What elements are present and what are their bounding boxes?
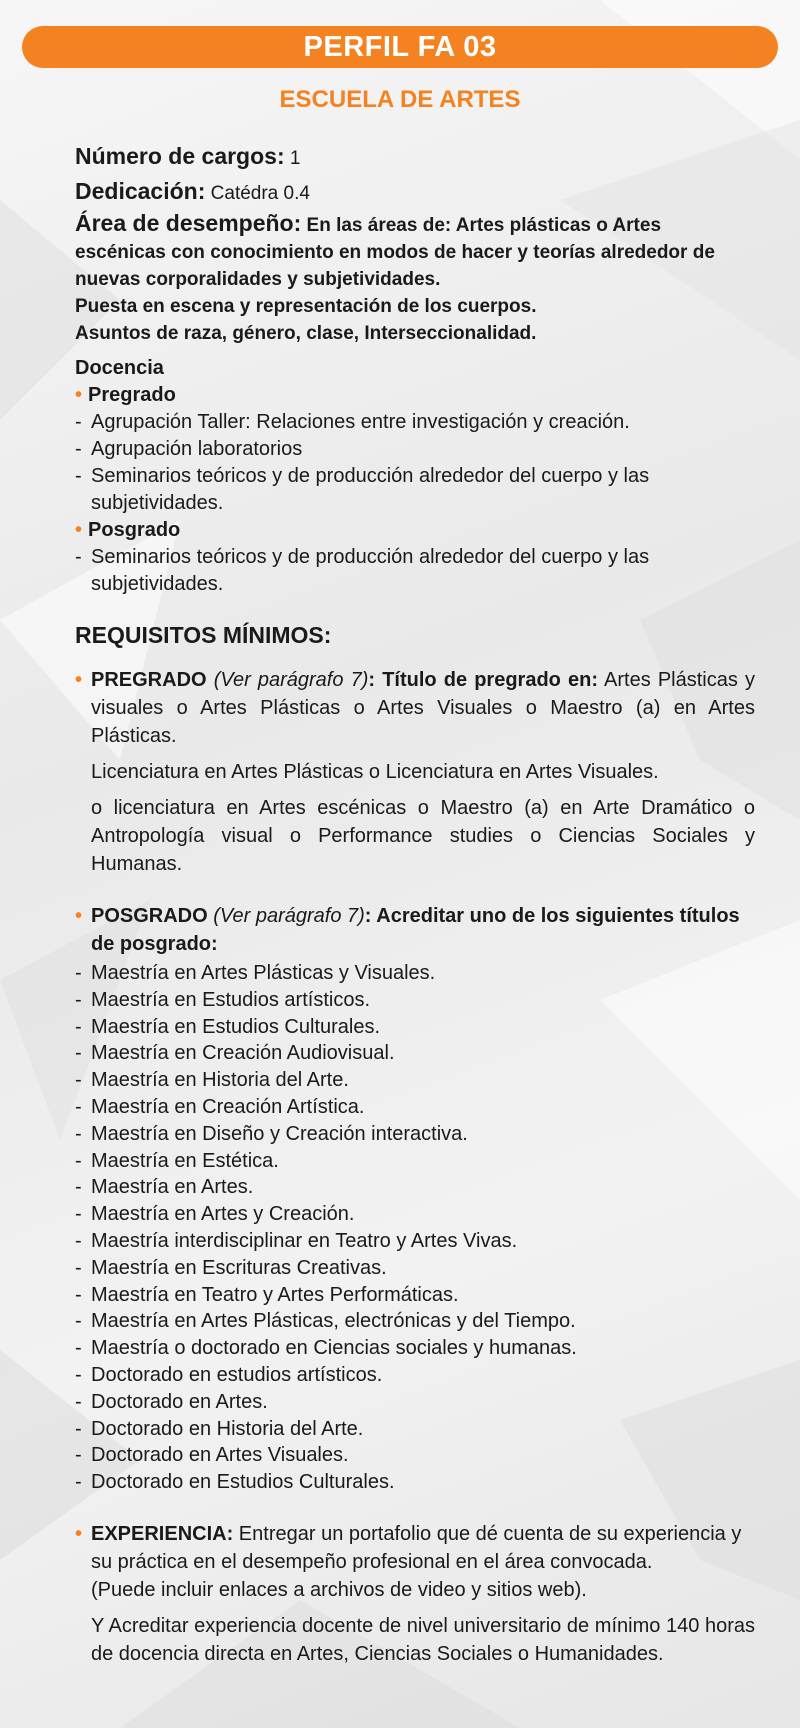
page-title: PERFIL FA 03	[303, 30, 497, 63]
area-text: En las áreas de: Artes plásticas o Artes escénicas con conocimiento en modos de hacer y teorías alrededor de nuevas corporalidades y subjetividades.	[75, 215, 715, 290]
profile-body	[75, 140, 755, 1668]
list-item: - Doctorado en Artes.	[75, 1390, 268, 1413]
posgrado-list	[75, 960, 755, 1496]
experiencia-note: (Puede incluir enlaces a archivos de video y sitios web).	[91, 1578, 587, 1601]
list-item: - Doctorado en estudios artísticos.	[75, 1363, 383, 1386]
list-item: - Maestría en Artes y Creación.	[75, 1203, 355, 1226]
area-block	[75, 210, 755, 347]
list-item: - Maestría o doctorado en Ciencias sociales y humanas.	[75, 1337, 577, 1360]
pregrado-para-2: Licenciatura en Artes Plásticas o Licenciatura en Artes Visuales.	[91, 761, 659, 783]
docencia-heading: Docencia	[75, 357, 164, 379]
list-item: - Seminarios teóricos y de producción alrededor del cuerpo y las subjetividades.	[75, 465, 650, 514]
list-item: - Maestría interdisciplinar en Teatro y Artes Vivas.	[75, 1229, 518, 1252]
experiencia-para-2: Y Acreditar experiencia docente de nivel universitario de mínimo 140 horas de docencia directa en Artes, Ciencias Sociales o Humanidades.	[91, 1614, 755, 1665]
pregrado-subheading: • Pregrado	[75, 384, 176, 406]
list-item: - Maestría en Escrituras Creativas.	[75, 1256, 387, 1279]
list-item: - Maestría en Teatro y Artes Performáticas.	[75, 1283, 459, 1306]
list-item: - Maestría en Estudios artísticos.	[75, 988, 371, 1011]
req-posgrado: • POSGRADO (Ver parágrafo 7): Acreditar uno de los siguientes títulos de posgrado: - Maestría en Artes Plásticas y Visuales. - Maestría en Estudios artísticos. - Maestría en Estudios Culturales. - Maestría en Creación Audiovisual. - Maestría en Historia del Arte. - Maestría en Creación Artística. - Maestría en Diseño y Creación interactiva. - Maestría en Estética. - Maestría en Artes. - Maestría en Artes y Creación. - Maestría interdisciplinar en Teatro y Artes Vivas. - Maestría en Escrituras Creativas. - Maestría en Teatro y Artes Performáticas. - Maestría en Artes Plásticas, electrónicas y del Tiempo. - Maestría o doctorado en Ciencias sociales y humanas. - Doctorado en estudios artísticos. - Doctorado en Artes. - Doctorado en Historia del Arte. - Doctorado en Artes Visuales. - Doctorado en Estudios Culturales.	[75, 902, 755, 1496]
requisitos-heading: REQUISITOS MÍNIMOS:	[75, 622, 332, 648]
bullet-icon: •	[75, 905, 83, 927]
list-item: - Doctorado en Artes Visuales.	[75, 1444, 349, 1467]
list-item: - Maestría en Artes Plásticas, electrónicas y del Tiempo.	[75, 1310, 576, 1333]
dedicacion-value: Catédra 0.4	[205, 183, 310, 204]
cargos-label: Número de cargos:	[75, 143, 285, 169]
bullet-icon: •	[75, 669, 83, 691]
list-item: - Doctorado en Historia del Arte.	[75, 1417, 364, 1440]
list-item: - Maestría en Artes.	[75, 1176, 254, 1199]
req-pregrado: • PREGRADO (Ver parágrafo 7): Título de pregrado en: Artes Plásticas y visuales o Artes Plásticas o Artes Visuales o Maestro (a) en Artes Plásticas. Licenciatura en Artes Plásticas o Licenciatura en Artes Visuales. o licenciatura en Artes escénicas o Maestro (a) en Arte Dramático o Antropología visual o Performance studies o Ciencias Sociales y Humanas.	[75, 666, 755, 878]
list-item: - Maestría en Creación Artística.	[75, 1095, 365, 1118]
area-line-2: Puesta en escena y representación de los cuerpos.	[75, 296, 537, 317]
bullet-icon: •	[75, 384, 83, 406]
cargos-value: 1	[284, 148, 301, 169]
list-item: - Agrupación laboratorios	[75, 438, 303, 460]
bullet-icon: •	[75, 519, 83, 541]
cargos-row	[75, 140, 755, 175]
dedicacion-label: Dedicación:	[75, 178, 206, 204]
area-line-3: Asuntos de raza, género, clase, Interseccionalidad.	[75, 323, 537, 344]
area-label: Área de desempeño:	[75, 210, 302, 236]
list-item: - Maestría en Estética.	[75, 1149, 279, 1172]
title-banner	[22, 26, 778, 68]
list-item: - Agrupación Taller: Relaciones entre investigación y creación.	[75, 411, 630, 433]
bullet-icon: •	[75, 1522, 83, 1545]
pregrado-para-3: o licenciatura en Artes escénicas o Maestro (a) en Arte Dramático o Antropología visual o Performance studies o Ciencias Sociales y Humanas.	[91, 797, 755, 875]
list-item: - Maestría en Historia del Arte.	[75, 1069, 349, 1092]
school-subtitle: ESCUELA DE ARTES	[279, 86, 521, 113]
list-item: - Seminarios teóricos y de producción alrededor del cuerpo y las subjetividades.	[75, 546, 650, 595]
posgrado-subheading: • Posgrado	[75, 519, 181, 541]
list-item: - Maestría en Creación Audiovisual.	[75, 1042, 395, 1065]
list-item: - Doctorado en Estudios Culturales.	[75, 1471, 395, 1494]
list-item: - Maestría en Artes Plásticas y Visuales.	[75, 962, 436, 984]
dedicacion-row	[75, 175, 755, 210]
req-experiencia: • EXPERIENCIA: Entregar un portafolio que dé cuenta de su experiencia y su práctica en el desempeño profesional en el área convocada. (Puede incluir enlaces a archivos de video y sitios web). Y Acreditar experiencia docente de nivel universitario de mínimo 140 horas de docencia directa en Artes, Ciencias Sociales o Humanidades.	[75, 1520, 755, 1668]
list-item: - Maestría en Diseño y Creación interactiva.	[75, 1122, 468, 1145]
list-item: - Maestría en Estudios Culturales.	[75, 1015, 381, 1038]
